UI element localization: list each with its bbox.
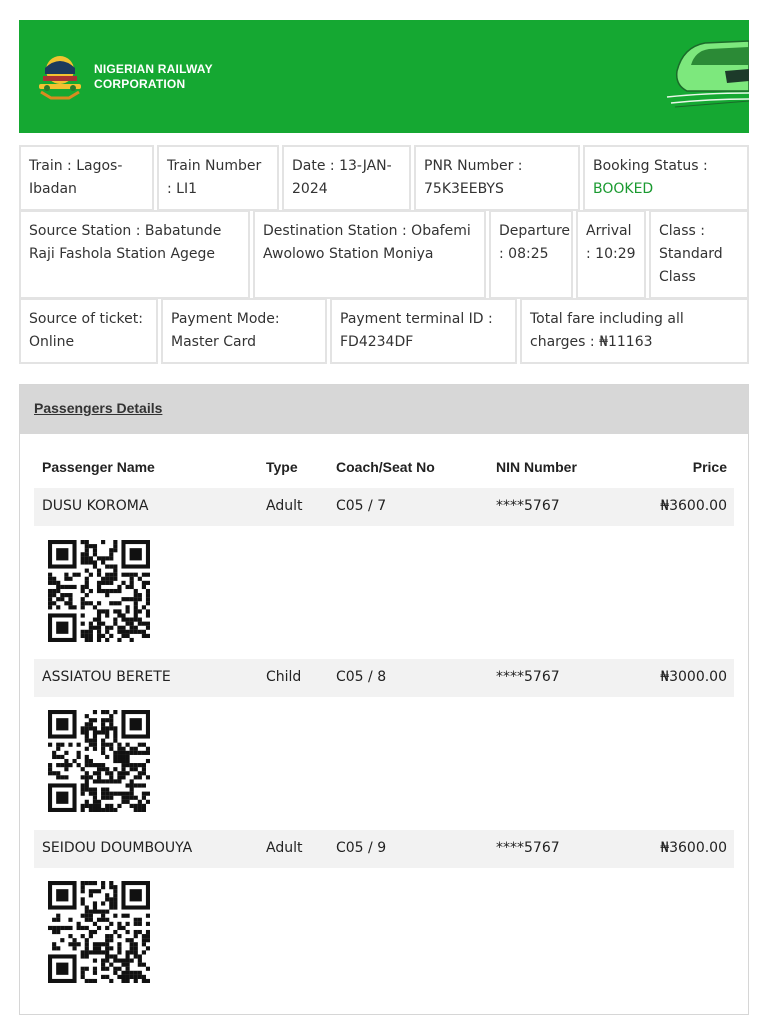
header-coach-seat: Coach/Seat No [336,459,435,475]
booking-status-value: BOOKED [593,181,654,197]
arrival-cell: Arrival : 10:29 [576,210,646,299]
header-banner [19,20,749,133]
header-passenger-name: Passenger Name [42,459,155,475]
header-nin: NIN Number [496,459,577,475]
passenger-coach-seat: C05 / 7 [336,498,387,514]
passenger-price: ₦3600.00 [660,498,727,514]
passenger-coach-seat: C05 / 8 [336,669,387,685]
passenger-name: SEIDOU DOUMBOUYA [42,840,193,856]
booking-info-row-3 [19,298,749,364]
brand-line-1: NIGERIAN RAILWAY [94,62,213,76]
brand-line-2: CORPORATION [94,77,186,91]
passenger-type: Adult [266,840,303,856]
class-cell: Class : Standard Class [649,210,749,299]
payment-terminal-cell: Payment terminal ID : FD4234DF [330,298,517,364]
brand-name [94,62,213,92]
passenger-nin: ****5767 [496,498,560,514]
total-fare-cell: Total fare including all charges : ₦11163 [520,298,749,364]
date-cell: Date : 13-JAN-2024 [282,145,411,211]
booking-info-row-1 [19,145,749,211]
passenger-type: Adult [266,498,303,514]
train-number-cell: Train Number : LI1 [157,145,279,211]
passengers-title: Passengers Details [34,400,163,416]
header-type: Type [266,459,298,475]
source-of-ticket-cell: Source of ticket: Online [19,298,158,364]
passengers-panel [19,384,749,1015]
passenger-price: ₦3600.00 [660,840,727,856]
railway-logo-icon [33,48,87,102]
passenger-nin: ****5767 [496,840,560,856]
qr-code-icon [48,881,150,983]
passenger-coach-seat: C05 / 9 [336,840,387,856]
passenger-price: ₦3000.00 [660,669,727,685]
train-cell: Train : Lagos-Ibadan [19,145,154,211]
qr-code-icon [48,540,150,642]
header-price: Price [692,459,727,475]
pnr-cell: PNR Number : 75K3EEBYS [414,145,580,211]
source-station-cell: Source Station : Babatunde Raji Fashola Station Agege [19,210,250,299]
train-icon [665,35,749,115]
departure-cell: Departure : 08:25 [489,210,573,299]
passenger-name: DUSU KOROMA [42,498,149,514]
qr-code-icon [48,710,150,812]
passenger-table-header [34,451,734,487]
booking-status-cell [583,145,749,211]
destination-station-cell: Destination Station : Obafemi Awolowo Station Moniya [253,210,486,299]
table-row [34,488,734,526]
passenger-name: ASSIATOU BERETE [42,669,171,685]
passenger-nin: ****5767 [496,669,560,685]
passengers-header [20,385,748,434]
payment-mode-cell: Payment Mode: Master Card [161,298,327,364]
table-row [34,659,734,697]
passenger-type: Child [266,669,302,685]
table-row [34,830,734,868]
booking-status-label: Booking Status : [593,158,708,174]
booking-info-row-2 [19,210,749,299]
